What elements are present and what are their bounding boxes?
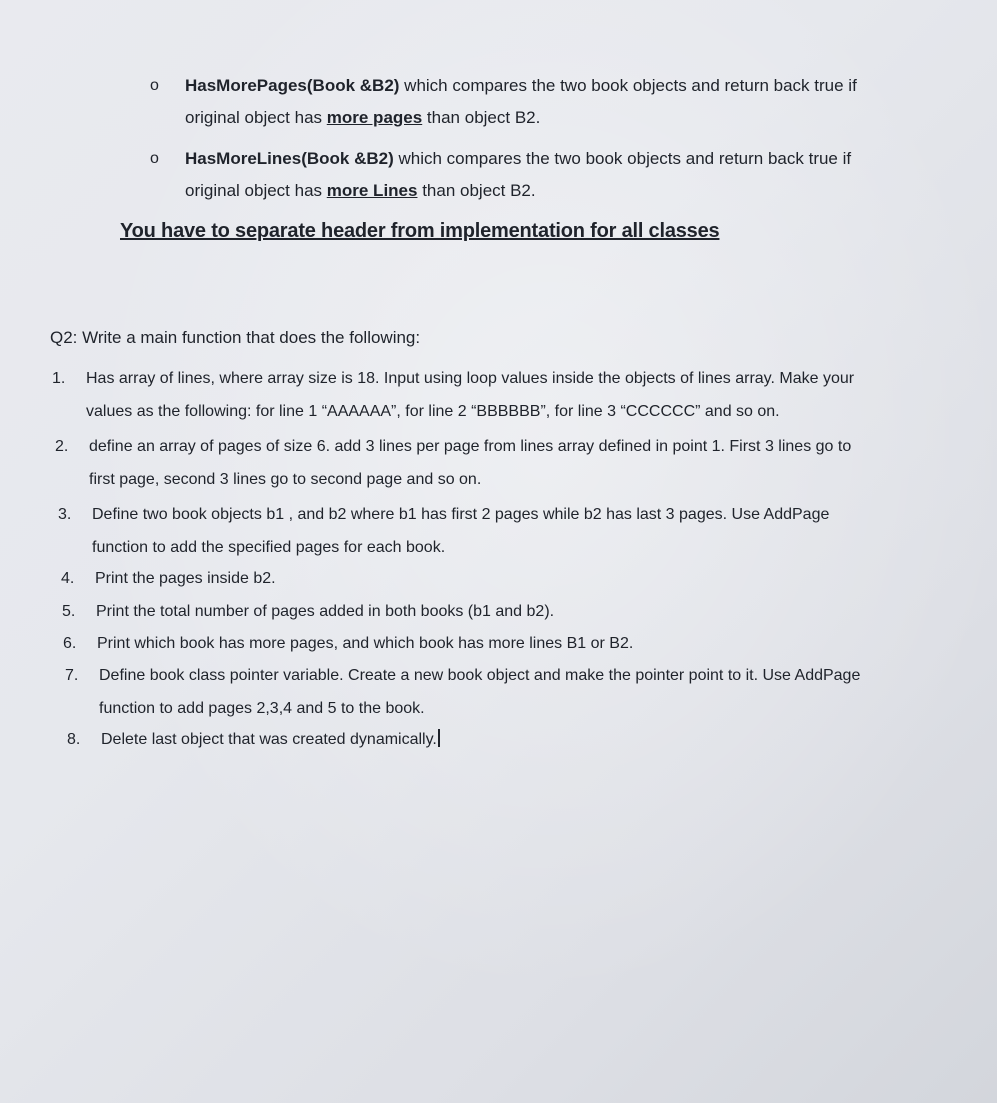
q2-item-6 — [63, 627, 943, 660]
item-number: 8. — [67, 731, 81, 748]
description-start: original object has — [185, 108, 327, 127]
q2-item-1 — [52, 362, 972, 428]
bullet-line-2 — [185, 175, 945, 207]
item-line-1: Has array of lines, where array size is 18. Input using loop values inside the objects of lines array. Make your — [86, 370, 855, 387]
bullet-marker: o — [150, 150, 159, 167]
item-text — [86, 362, 966, 428]
item-text — [99, 659, 979, 725]
text-cursor — [438, 729, 440, 747]
method-bullet-has-more-pages — [150, 70, 950, 136]
question-2-title: Q2: Write a main function that does the following: — [50, 328, 421, 347]
item-line-2: first page, second 3 lines go to second page and so on. — [89, 471, 482, 488]
bullet-line-1 — [185, 70, 945, 102]
q2-item-7 — [65, 659, 965, 725]
item-line-1: Print which book has more pages, and which book has more lines B1 or B2. — [97, 635, 634, 652]
item-line-2: function to add the specified pages for each book. — [92, 539, 446, 556]
item-text — [95, 562, 975, 595]
method-name: HasMoreLines(Book &B2) — [185, 149, 394, 168]
item-text — [96, 595, 976, 628]
q2-item-3 — [58, 498, 958, 564]
item-number: 1. — [52, 370, 66, 387]
item-line-1: Print the pages inside b2. — [95, 570, 276, 587]
item-text — [89, 430, 969, 496]
method-bullet-has-more-lines — [150, 143, 950, 209]
item-number: 4. — [61, 570, 75, 587]
q2-item-5 — [62, 595, 942, 628]
item-line-1: define an array of pages of size 6. add 3 lines per page from lines array defined in point 1. First 3 lines go to — [89, 438, 852, 455]
item-number: 6. — [63, 635, 77, 652]
bullet-marker: o — [150, 77, 159, 94]
item-line-2: values as the following: for line 1 “AAAAAA”, for line 2 “BBBBBB”, for line 3 “CCCCCC” and so on. — [86, 403, 780, 420]
q2-item-2 — [55, 430, 972, 496]
item-line-1: Print the total number of pages added in both books (b1 and b2). — [96, 603, 555, 620]
item-text — [92, 498, 972, 564]
item-number: 5. — [62, 603, 76, 620]
emphasis-text: more Lines — [326, 181, 418, 200]
item-line-2: function to add pages 2,3,4 and 5 to the book. — [99, 700, 425, 717]
bullet-line-1 — [185, 143, 945, 175]
item-line-1: Define two book objects b1 , and b2 where b1 has first 2 pages while b2 has last 3 pages. Use AddPage — [92, 506, 830, 523]
separation-note: You have to separate header from implementation for all classes — [120, 220, 720, 242]
q2-item-8 — [67, 723, 947, 756]
item-number: 3. — [58, 506, 72, 523]
emphasis-text: more pages — [326, 108, 423, 127]
bullet-text — [185, 70, 945, 134]
item-line-1: Define book class pointer variable. Create a new book object and make the pointer point to it. Use AddPage — [99, 667, 861, 684]
q2-item-4 — [61, 562, 941, 595]
item-text — [97, 627, 977, 660]
bullet-line-2 — [185, 102, 945, 134]
method-description: which compares the two book objects and return back true if — [399, 76, 857, 95]
bullet-text — [185, 143, 945, 207]
item-text — [101, 723, 981, 756]
item-number: 7. — [65, 667, 79, 684]
method-description: which compares the two book objects and return back true if — [393, 149, 852, 168]
description-end: than object B2. — [422, 108, 541, 127]
description-end: than object B2. — [417, 181, 536, 200]
item-number: 2. — [55, 438, 69, 455]
item-line-1: Delete last object that was created dynamically. — [101, 731, 437, 748]
method-name: HasMorePages(Book &B2) — [185, 76, 400, 95]
description-start: original object has — [185, 181, 327, 200]
